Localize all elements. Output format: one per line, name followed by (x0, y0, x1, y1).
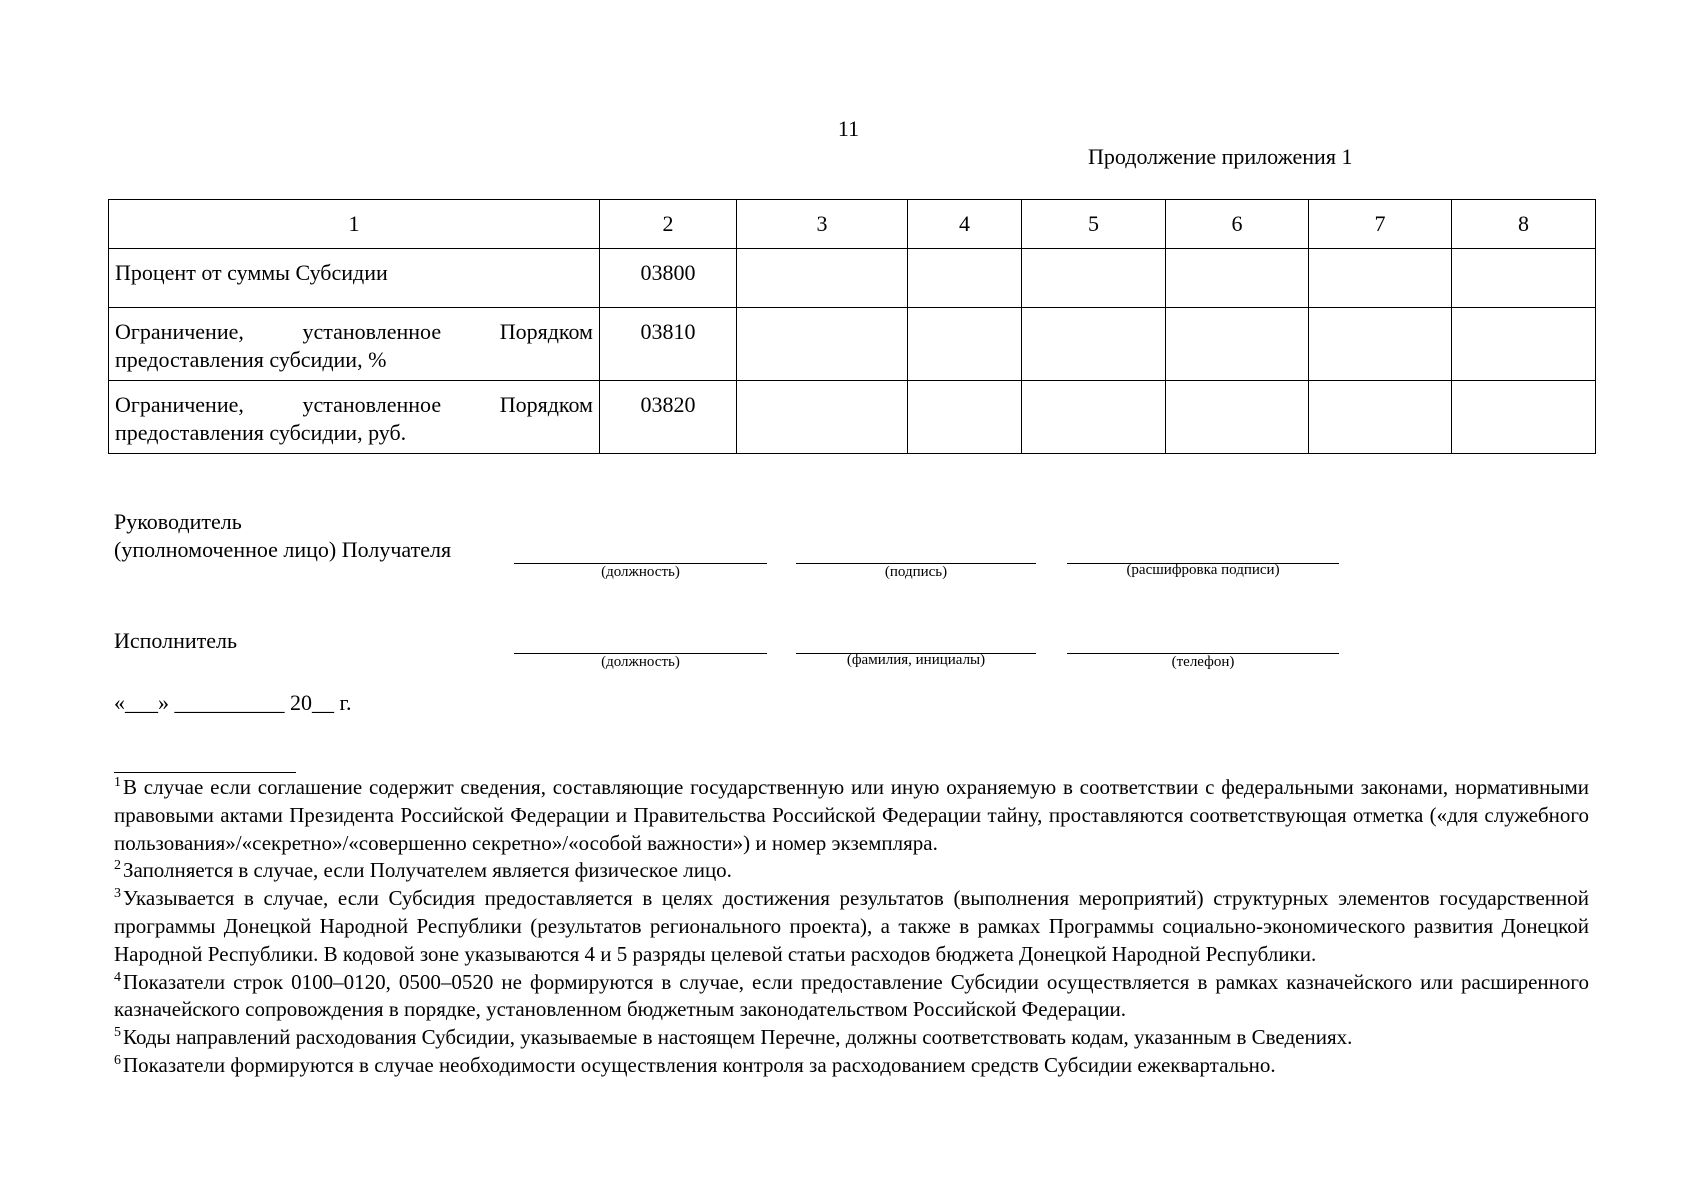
appendix-note: Продолжение приложения 1 (1088, 144, 1353, 169)
table-cell (1022, 381, 1166, 454)
head-title (114, 508, 451, 564)
executor-name-caption: (фамилия, инициалы) (846, 652, 986, 668)
row-label-line1 (115, 391, 593, 419)
table-cell (1022, 249, 1166, 308)
row-label-word: Ограничение, (115, 392, 244, 417)
column-header: 8 (1452, 200, 1596, 249)
executor-phone-caption: (телефон) (1171, 654, 1235, 670)
table-header-row (109, 200, 1596, 249)
footnote-text: Заполняется в случае, если Получателем является физическое лицо. (123, 858, 732, 883)
row-label-line2: предоставления субсидии, руб. (115, 420, 407, 445)
table-cell (1452, 308, 1596, 381)
table-cell (1309, 381, 1452, 454)
footnote (114, 1024, 1589, 1052)
head-signature-caption: (подпись) (884, 564, 948, 580)
row-label (109, 249, 600, 308)
column-header: 2 (600, 200, 737, 249)
table-row (109, 308, 1596, 381)
table-cell (908, 249, 1022, 308)
column-header: 6 (1166, 200, 1309, 249)
table-cell (737, 381, 908, 454)
column-header: 4 (908, 200, 1022, 249)
head-position-caption: (должность) (601, 564, 680, 580)
footnote-text: Указывается в случае, если Субсидия предоставляется в целях достижения результатов (выполнения мероприятий) структурных элементов государственной программы Донецкой Народной Республики (результатов регионального проекта), а также в рамках Программы социально-экономического развития Донецкой Народной Республики. В кодовой зоне указываются 4 и 5 разряды целевой статьи расходов бюджета Донецкой Народной Республики. (114, 886, 1589, 966)
footnote-text: Показатели строк 0100–0120, 0500–0520 не формируются в случае, если предоставление Субсидии осуществляется в рамках казначейского или расширенного казначейского сопровождения в порядке, установленном бюджетным законодательством Российской Федерации. (114, 969, 1589, 1022)
footnote (114, 885, 1589, 968)
table-cell (1309, 308, 1452, 381)
row-label-text: Процент от суммы Субсидии (115, 260, 388, 285)
footnote-separator (114, 772, 296, 773)
footnote-number: 1 (114, 775, 121, 790)
row-label-word: установленное (302, 392, 442, 417)
date-line: «___» __________ 20__ г. (114, 690, 352, 715)
table-cell (737, 249, 908, 308)
executor-position-caption: (должность) (601, 654, 680, 670)
table-cell (1452, 381, 1596, 454)
table-row (109, 249, 1596, 308)
row-code: 03820 (600, 381, 737, 454)
table-cell (908, 381, 1022, 454)
footnote-number: 5 (114, 1025, 121, 1041)
row-code: 03800 (600, 249, 737, 308)
column-header: 5 (1022, 200, 1166, 249)
footnote-number: 2 (114, 858, 121, 874)
footnote (114, 857, 1589, 885)
table-cell (1166, 249, 1309, 308)
table-cell (1309, 249, 1452, 308)
table-row (109, 381, 1596, 454)
row-label-word: установленное (302, 319, 442, 344)
footnotes (114, 774, 1589, 1080)
footnote-number: 4 (114, 969, 121, 985)
table-cell (908, 308, 1022, 381)
row-label-word: Порядком (499, 392, 593, 417)
report-table (108, 199, 1596, 454)
table-cell (1452, 249, 1596, 308)
footnote (114, 969, 1589, 1025)
head-decode-caption: (расшифровка подписи) (1126, 562, 1280, 578)
footnote-text: В случае если соглашение содержит сведения, составляющие государственную или иную охраняемую в соответствии с федеральными законами, нормативными правовыми актами Президента Российской Федерации и Правительства Российской Федерации тайну, проставляются соответствующая отметка («для служебного пользования»/«секретно»/«совершенно секретно»/«особой важности») и номер экземпляра. (114, 775, 1589, 855)
head-title-line1: Руководитель (114, 509, 242, 534)
executor-title: Исполнитель (114, 628, 238, 653)
row-label-line2: предоставления субсидии, % (115, 347, 387, 372)
row-code: 03810 (600, 308, 737, 381)
table-cell (1166, 381, 1309, 454)
row-label (109, 381, 600, 454)
head-title-line2: (уполномоченное лицо) Получателя (114, 537, 452, 562)
footnote-number: 3 (114, 886, 121, 902)
row-label (109, 308, 600, 381)
row-label-word: Ограничение, (115, 319, 244, 344)
column-header: 7 (1309, 200, 1452, 249)
footnote-number: 6 (114, 1052, 121, 1068)
footnote-text: Коды направлений расходования Субсидии, указываемые в настоящем Перечне, должны соответствовать кодам, указанным в Сведениях. (123, 1025, 1353, 1050)
table-cell (737, 308, 908, 381)
footnote (114, 1052, 1589, 1080)
table-cell (1022, 308, 1166, 381)
column-header: 1 (109, 200, 600, 249)
footnote-text: Показатели формируются в случае необходимости осуществления контроля за расходованием средств Субсидии ежеквартально. (123, 1052, 1276, 1077)
row-label-line1 (115, 318, 593, 346)
page-number: 11 (837, 116, 860, 141)
footnote (114, 774, 1589, 857)
column-header: 3 (737, 200, 908, 249)
table-cell (1166, 308, 1309, 381)
row-label-word: Порядком (499, 319, 593, 344)
